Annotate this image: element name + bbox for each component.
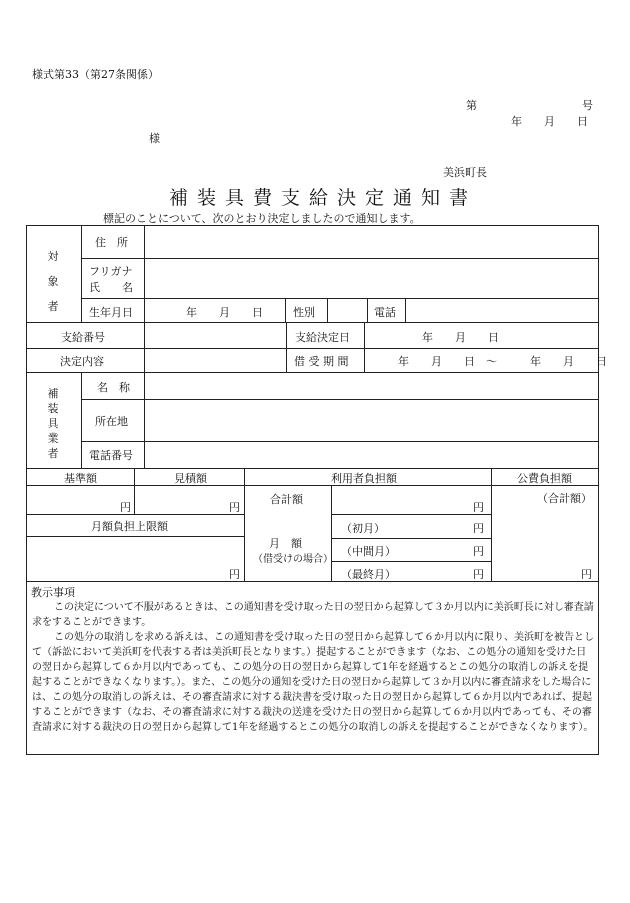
supplier-name-label: 名 称 (97, 381, 130, 394)
birth-date-value: 年 月 日 (186, 306, 263, 319)
name-label: 氏 名 (89, 281, 133, 294)
middle-month-yen: 円 (473, 545, 484, 558)
estimate-amount-label: 見積額 (174, 472, 207, 485)
supplier-location-label: 所在地 (95, 415, 128, 428)
sex-label: 性別 (293, 306, 315, 319)
intro-text: 標記のことについて、次のとおり決定しましたので通知します。 (103, 212, 421, 225)
first-month-yen: 円 (473, 522, 484, 535)
monthly-cap-label: 月額負担上限額 (91, 520, 168, 533)
notes-paragraph: この決定について不服があるときは、この通知書を受け取った日の翌日から起算して３か月以内に美浜町長に対し審査請求をすることができます。 (32, 602, 594, 628)
monthly-amount-label: 月 額 (269, 537, 302, 550)
payment-decision-date-label: 支給決定日 (295, 331, 350, 344)
base-amount-label: 基準額 (64, 472, 97, 485)
rental-period-label: 借 受 期 間 (294, 355, 349, 368)
document-number-prefix: 第 (466, 99, 477, 112)
document-title: 補装具費支給決定通知書 (169, 187, 478, 209)
subject-label: 対象者 (47, 250, 59, 313)
payment-decision-date-value: 年 月 日 (422, 331, 499, 344)
decision-content-label: 決定内容 (60, 355, 104, 368)
notes-body (32, 600, 594, 735)
issue-date: 年 月 日 (511, 115, 588, 128)
public-burden-label: 公費負担額 (517, 472, 572, 485)
notes-heading: 教示事項 (31, 586, 75, 599)
payment-number-label: 支給番号 (61, 331, 105, 344)
last-month-yen: 円 (473, 568, 484, 581)
user-burden-label: 利用者負担額 (331, 472, 397, 485)
supplier-label: 補装具業者 (47, 387, 59, 460)
total-yen: 円 (473, 501, 484, 514)
phone-label: 電話 (374, 306, 396, 319)
furigana-label: フリガナ (89, 265, 133, 278)
base-amount-yen: 円 (120, 501, 131, 514)
public-burden-yen: 円 (581, 568, 592, 581)
public-total-label: （合計額） (537, 492, 592, 505)
address-label: 住 所 (95, 236, 128, 249)
monthly-cap-yen: 円 (229, 568, 240, 581)
issuer-name: 美浜町長 (443, 166, 487, 179)
form-number: 様式第33（第27条関係） (32, 68, 159, 81)
last-month-label: （最終月） (341, 568, 396, 581)
birth-date-label: 生年月日 (89, 306, 133, 319)
supplier-phone-label: 電話番号 (89, 449, 133, 462)
notes-paragraph: この処分の取消しを求める訴えは、この通知書を受け取った日の翌日から起算して６か月以内に限り、美浜町を被告として（訴訟において美浜町を代表する者は美浜町長となります。）提起することができます（なお、この処分の通知を受けた日の翌日から起算して６か月以内であっても、この処分の日の翌日から起算して1年を経過するとこの処分の取消しの訴えを提起することができなくなります。）。また、この処分の通知を受けた日の翌日から起算して３か月以内に審査請求をした場合には、この処分の取消しの訴えは、その審査請求に対する裁決書を受け取った日の翌日から起算して６か月以内であれば、提起することができます（なお、その審査請求に対する裁決の送達を受けた日の翌日から起算して６か月以内であっても、その審査請求に対する裁決の日の翌日から起算して1年を経過するとこの処分の取消しの訴えを提起することができなくなります）。 (32, 632, 594, 733)
middle-month-label: （中間月） (341, 545, 396, 558)
estimate-amount-yen: 円 (229, 501, 240, 514)
first-month-label: （初月） (341, 522, 385, 535)
rental-period-value: 年 月 日 ～ 年 月 日 (398, 355, 607, 368)
addressee-suffix: 様 (149, 132, 160, 145)
monthly-amount-note: （借受けの場合） (253, 554, 333, 565)
total-label: 合計額 (270, 493, 303, 506)
document-number-suffix: 号 (582, 99, 593, 112)
